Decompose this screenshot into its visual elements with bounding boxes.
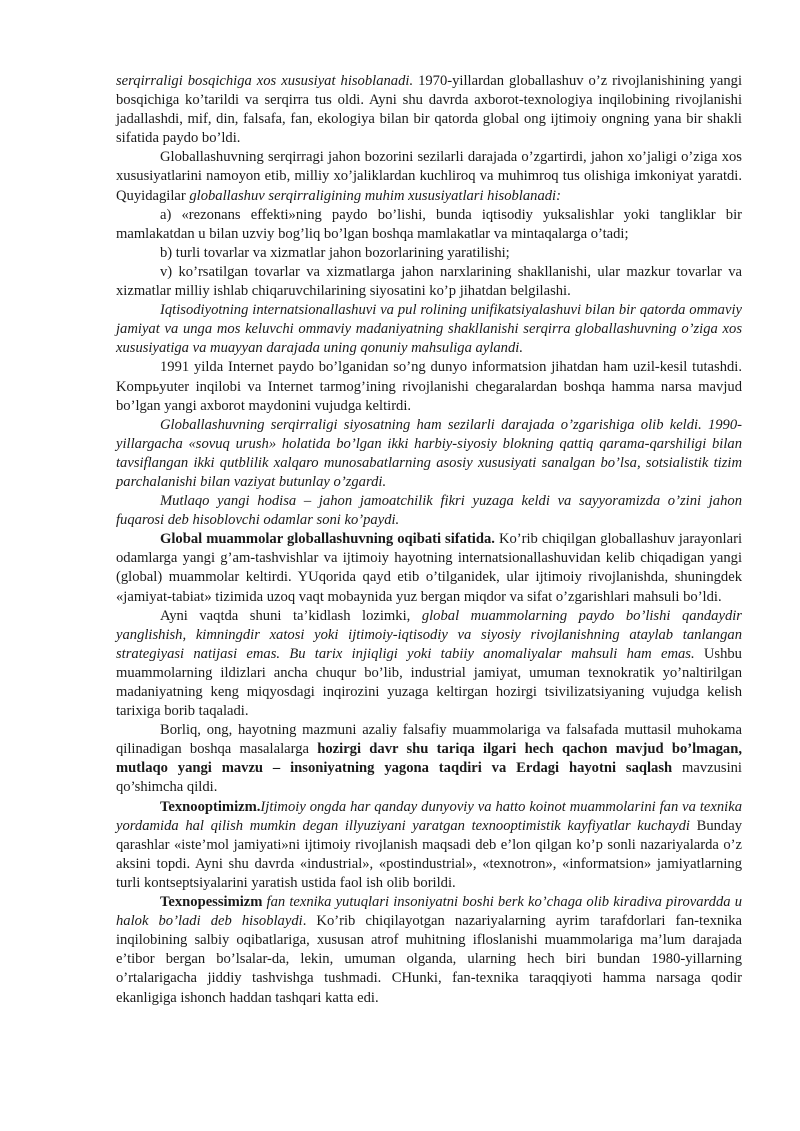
text-run: 1970-yillardan globallashuv o’z rivojlanishining yangi bosqichiga ko’tarildi va serqirra tus oldi. Ayni shu davrda axborot-texnologiya inqilobining rivojlanishi jadallashdi, mif, din, falsafa, fan, ekologiya bilan bir qatorda global ong ijtimoiy ongning yana bir shakli sifatida paydo bo’ldi. bbox=[116, 73, 742, 147]
paragraph bbox=[116, 721, 742, 797]
bold-text-run: hozirgi davr shu tariqa ilgari hech qachon mavjud bo’lmagan, mutlaqo yangi mavzu – insoniyatning yagona taqdiri va Erdagi hayotni saqlash bbox=[116, 741, 742, 777]
paragraph bbox=[116, 492, 742, 530]
paragraph bbox=[116, 416, 742, 492]
paragraph bbox=[116, 358, 742, 415]
text-run: mavzusini qo’shimcha qildi. bbox=[116, 760, 742, 796]
paragraph bbox=[116, 244, 742, 263]
text-run: a) «rezonans effekti»ning paydo bo’lishi, bunda iqtisodiy yuksalishlar yoki tangliklar bir mamlakatdan u bilan uzviy bog’liq bo’lgan boshqa mamlakatlar va mintaqalarga o’tadi; bbox=[116, 206, 742, 242]
text-run: Globallashuvning serqirragi jahon bozorini sezilarli darajada o’zgartirdi, jahon xo’jaligi o’ziga xos xususiyatlarini namoyon etib, milliy xo’jaliklardan kuchliroq va muhimroq tus olishiga imkoniyat yaratdi. Quyidagilar bbox=[116, 149, 742, 204]
text-run: Bunday qarashlar «iste’mol jamiyati»ni ijtimoiy rivojlanish maqsadi deb e’lon qilgan ko’p sonli nazariyalarda o’z aksini topdi. Ayni shu davrda «industrial», «postindustrial», «texnotron», «informatsion» jamiyatlarning turli kontseptsiyalarini yaratish ustida faol ish olib borildi. bbox=[116, 817, 742, 891]
text-run: Borliq, ong, hayotning mazmuni azaliy falsafiy muammolariga va falsafada muttasil muhokama qilinadigan boshqa masalalarga bbox=[116, 722, 742, 758]
italic-text-run: serqirraligi bosqichiga xos xususiyat hisoblanadi. bbox=[116, 73, 414, 89]
paragraph bbox=[116, 72, 742, 148]
paragraph bbox=[116, 148, 742, 205]
paragraph bbox=[116, 206, 742, 244]
paragraph bbox=[116, 798, 742, 893]
italic-text-run: global muammolarning paydo bo’lishi qandaydir yanglishish, kimningdir xatosi yoki ijtimoiy-iqtisodiy va siyosiy rivojlanishning ataylab tanlangan strategiyasi natijasi emas. Bu tarix injiqligi yoki tabiiy anomaliyalar mahsuli ham emas. bbox=[116, 607, 742, 662]
italic-text-run: Ijtimoiy ongda har qanday dunyoviy va hatto koinot muammolarini fan va texnika yordamida hal qilish mumkin degan illyuziyani yaratgan texnooptimistik kayfiyatlar kuchaydi bbox=[116, 798, 742, 834]
italic-text-run: Iqtisodiyotning internatsionallashuvi va pul rolining unifikatsiyalashuvi bilan bir qatorda ommaviy jamiyat va unga mos keluvchi ommaviy madaniyatning shakllanishi serqirra globallashuvning o’ziga xos xususiyatiga va muayyan darajada uning qonuniy mahsuliga aylandi. bbox=[116, 302, 742, 357]
document-page bbox=[116, 72, 742, 1008]
italic-text-run: Mutlaqo yangi hodisa – jahon jamoatchilik fikri yuzaga keldi va sayyoramizda o’zini jahon fuqarosi deb hisoblovchi odamlar soni ko’paydi. bbox=[116, 493, 742, 529]
bold-text-run: Texnooptimizm. bbox=[160, 798, 261, 815]
italic-text-run: globallashuv serqirraligining muhim xususiyatlari hisoblanadi: bbox=[189, 187, 561, 204]
text-run: 1991 yilda Internet paydo bo’lganidan so’ng dunyo informatsion jihatdan ham uzil-kesil tutashdi. Kompьyuter inqilobi va Internet tarmog’ining rivojlanishi chegaralardan boshqa hamma narsa mavjud bo’lgan yangi axborot maydonini vujudga keltirdi. bbox=[116, 359, 742, 414]
paragraph bbox=[116, 530, 742, 606]
paragraph bbox=[116, 893, 742, 1008]
bold-text-run: Texnopessimizm bbox=[160, 894, 263, 911]
bold-text-run: Global muammolar globallashuvning oqibati sifatida. bbox=[160, 531, 495, 548]
text-run: v) ko’rsatilgan tovarlar va xizmatlarga jahon narxlarining shakllanishi, ular mazkur tovarlar va xizmatlar milliy ishlab chiqaruvchilarining siyosatini ko’p jihatdan belgilashi. bbox=[116, 263, 742, 300]
italic-text-run: fan texnika yutuqlari insoniyatni boshi berk ko’chaga olib kiradiva pirovardda u halok bo’ladi deb hisoblaydi bbox=[116, 894, 742, 930]
text-run: Ayni vaqtda shuni ta’kidlash lozimki, bbox=[160, 607, 422, 624]
paragraph bbox=[116, 301, 742, 358]
text-run: . Ko’rib chiqilayotgan nazariyalarning ayrim tarafdorlari fan-texnika inqilobining salbiy oqibatlariga, xususan atrof muhitning ifloslanishi muammolariga ma’lum darajada e’tibor bergan bo’lsalar-da, lekin, umuman olganda, ularning hech biri bundan 1980-yillarning o’rtalarigacha jiddiy tashvishga tushmadi. CHunki, fan-texnika taraqqiyoti hamma narsaga qodir ekanligiga ishonch haddan tashqari katta edi. bbox=[116, 913, 742, 1006]
paragraph bbox=[116, 607, 742, 722]
italic-text-run: Globallashuvning serqirraligi siyosatning ham sezilarli darajada o’zgarishiga olib keldi. 1990-yillargacha «sovuq urush» holatida bo’lgan ikki harbiy-siyosiy blokning qattiq qarama-qarshiligi bilan tavsiflangan ikki qutblilik xalqaro munosabatlarning asosiy xususiyati sanalgan bo’lsa, sotsialistik tizim parchalanishi bilan vaziyat butunlay o’zgardi. bbox=[116, 416, 742, 490]
text-run: Ko’rib chiqilgan globallashuv jarayonlari odamlarga yangi g’am-tashvishlar va ijtimoiy hayotning internatsionallashuvidan kelib chiqadigan yangi (global) muammolar keltirdi. YUqorida qayd etib o’tilganidek, ular ijtimoiy rivojlanishda, shuningdek «jamiyat-tabiat» tizimida uzoq vaqt mobaynida yuz bergan miqdor va sifat o’zgarishlari mahsuli bo’ldi. bbox=[116, 531, 742, 605]
text-run: b) turli tovarlar va xizmatlar jahon bozorlarining yaratilishi; bbox=[160, 244, 510, 261]
paragraph bbox=[116, 263, 742, 301]
text-run: Ushbu muammolarning ildizlari ancha chuqur bo’lib, industrial jamiyat, umuman texnokratik yo’naltirilgan madaniyatning keng miqyosdagi inqirozini yuzaga keltirgan hozirgi tsivilizatsiyaning vujudga kelish tarixiga borib taqaladi. bbox=[116, 645, 742, 720]
